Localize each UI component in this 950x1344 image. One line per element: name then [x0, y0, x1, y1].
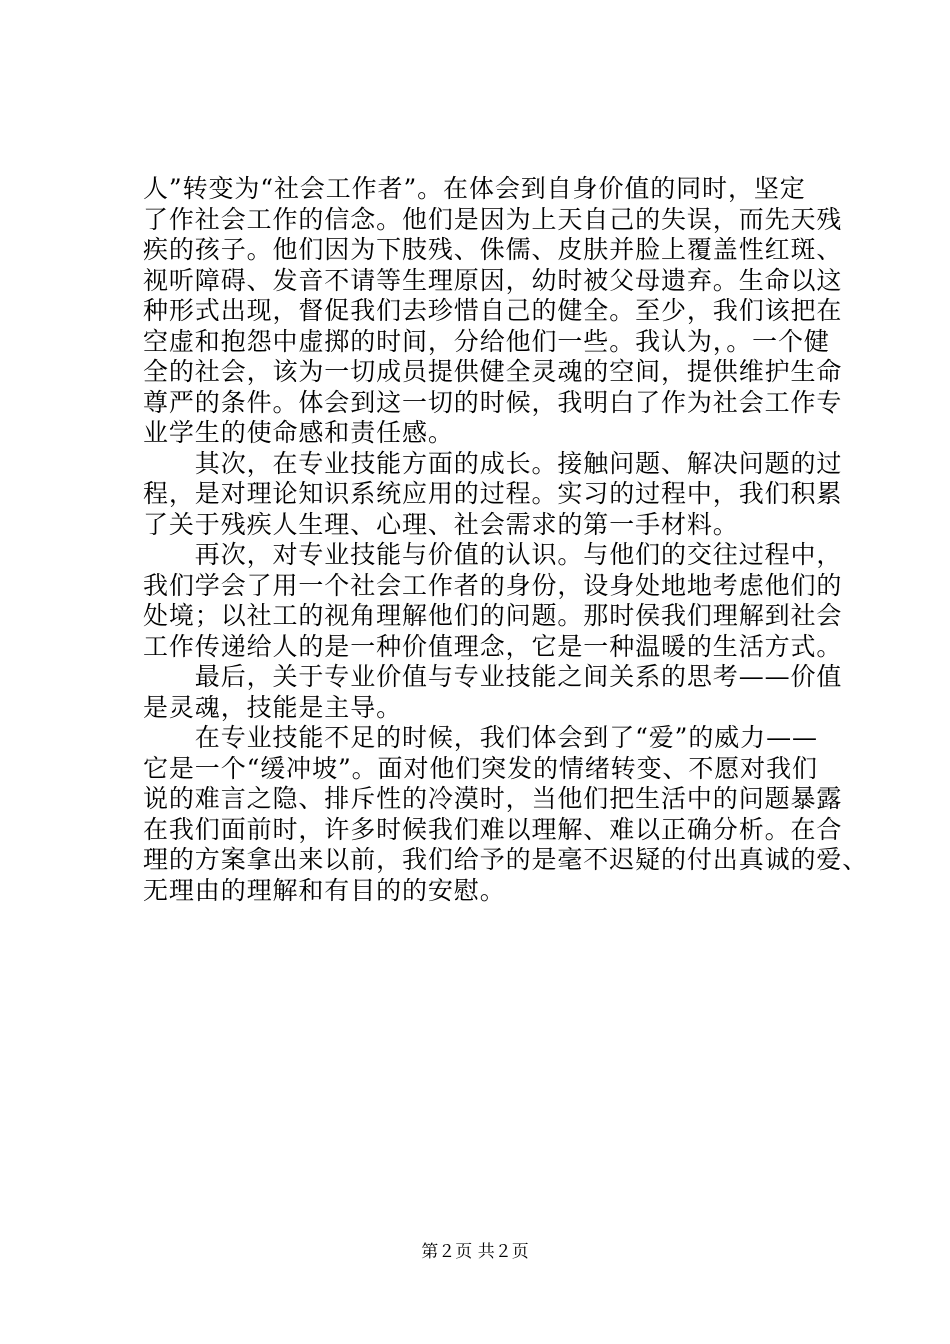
text-line: 视听障碍、发音不请等生理原因，幼时被父母遗弃。生命以这 — [143, 265, 843, 295]
text-line: 我们学会了用一个社会工作者的身份，设身处地地考虑他们的 — [143, 570, 843, 600]
text-line: 说的难言之隐、排斥性的冷漠时，当他们把生活中的问题暴露 — [143, 784, 843, 813]
text-line: 无理由的理解和有目的的安慰。 — [143, 875, 506, 905]
text-line: 尊严的条件。体会到这一切的时候，我明白了作为社会工作专 — [143, 387, 843, 417]
text-line: 工作传递给人的是一种价值理念，它是一种温暖的生活方式。 — [143, 631, 843, 661]
text-line: 种形式出现，督促我们去珍惜自己的健全。至少，我们该把在 — [143, 296, 843, 325]
text-line: 了关于残疾人生理、心理、社会需求的第一手材料。 — [143, 509, 739, 539]
page-number-footer: 第２页 共２页 — [421, 1242, 529, 1262]
text-line: 程，是对理论知识系统应用的过程。实习的过程中，我们积累 — [143, 479, 843, 508]
text-line: 了作社会工作的信念。他们是因为上天自己的失误，而先天残 — [143, 204, 843, 234]
text-line: 它是一个“缓冲坡”。面对他们突发的情绪转变、不愿对我们 — [143, 753, 818, 783]
text-line: 处境；以社工的视角理解他们的问题。那时侯我们理解到社会 — [143, 601, 843, 630]
text-line: 在专业技能不足的时候，我们体会到了“爱”的威力—— — [143, 723, 818, 752]
text-line: 业学生的使命感和责任感。 — [143, 418, 454, 447]
text-line: 全的社会，该为一切成员提供健全灵魂的空间，提供维护生命 — [143, 357, 843, 386]
text-line: 空虚和抱怨中虚掷的时间，分给他们一些。我认为，。一个健 — [143, 326, 830, 356]
document-body — [143, 174, 869, 906]
text-line: 再次，对专业技能与价值的认识。与他们的交往过程中， — [143, 540, 843, 569]
text-line: 理的方案拿出来以前，我们给予的是毫不迟疑的付出真诚的爱、 — [143, 845, 869, 874]
text-line: 其次，在专业技能方面的成长。接触问题、解决问题的过 — [143, 448, 843, 478]
text-line: 疾的孩子。他们因为下肢残、侏儒、皮肤并脸上覆盖性红斑、 — [143, 235, 843, 264]
text-line: 人”转变为“社会工作者”。在体会到自身价值的同时，坚定 — [143, 174, 806, 203]
text-line: 是灵魂，技能是主导。 — [143, 692, 403, 722]
text-line: 最后，关于专业价值与专业技能之间关系的思考——价值 — [143, 662, 843, 691]
text-line: 在我们面前时，许多时候我们难以理解、难以正确分析。在合 — [143, 814, 843, 844]
